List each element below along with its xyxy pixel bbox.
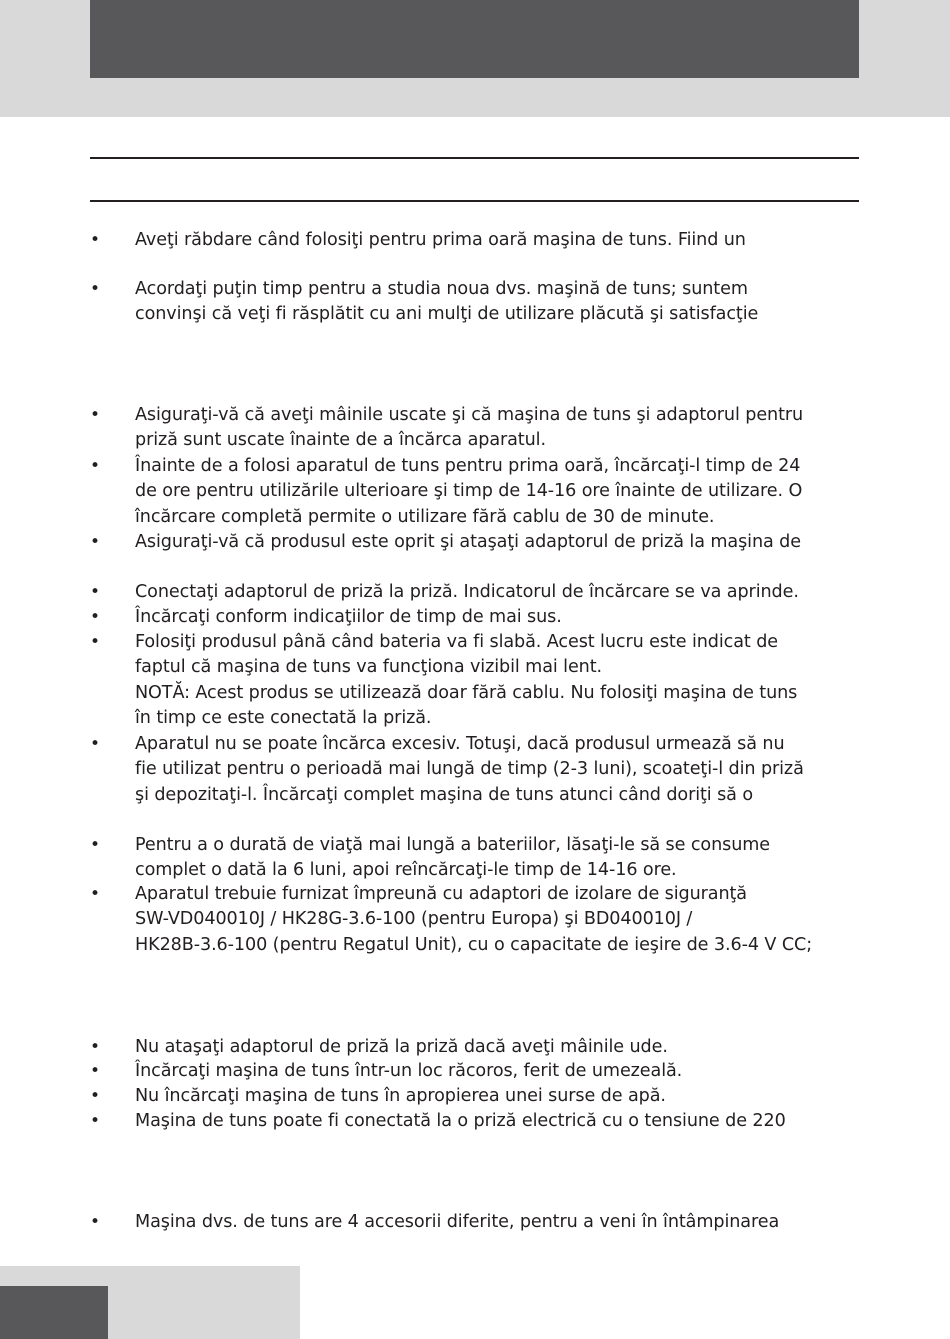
bullet-marker: • <box>90 230 101 250</box>
bullet-marker: • <box>90 734 101 754</box>
bullet-marker: • <box>90 835 101 855</box>
bullet-marker: • <box>90 582 101 602</box>
section-rule-bottom <box>90 200 859 202</box>
bullet-marker: • <box>90 607 101 627</box>
header-bar <box>90 0 859 78</box>
list-item: Nu ataşaţi adaptorul de priză la priză dacă aveţi mâinile ude. <box>135 1037 668 1057</box>
list-item: Nu încărcaţi maşina de tuns în apropierea unei surse de apă. <box>135 1086 666 1106</box>
bullet-marker: • <box>90 1086 101 1106</box>
list-item: Aparatul nu se poate încărca excesiv. Totuşi, dacă produsul urmează să nu fie utilizat pentru o perioadă mai lungă de timp (2-3 luni), scoateţi-l din priză şi depozitaţi-l. Încărcaţi complet maşina de tuns atunci când doriţi să o <box>135 734 804 805</box>
bullet-marker: • <box>90 1037 101 1057</box>
list-item: Maşina de tuns poate fi conectată la o priză electrică cu o tensiune de 220 <box>135 1111 786 1131</box>
list-item: Încărcaţi conform indicaţiilor de timp de mai sus. <box>135 607 562 627</box>
bullet-marker: • <box>90 532 101 552</box>
bullet-marker: • <box>90 1212 101 1232</box>
list-item: Conectaţi adaptorul de priză la priză. Indicatorul de încărcare se va aprinde. <box>135 582 799 602</box>
list-item: Aveţi răbdare când folosiţi pentru prima oară maşina de tuns. Fiind un <box>135 230 746 250</box>
list-item: Înainte de a folosi aparatul de tuns pentru prima oară, încărcaţi-l timp de 24 de ore pentru utilizările ulterioare şi timp de 14-16 ore înainte de utilizare. O încărcare completă permite o utilizare fără cablu de 30 de minute. <box>135 456 803 527</box>
bullet-marker: • <box>90 1111 101 1131</box>
list-item: Folosiţi produsul până când bateria va fi slabă. Acest lucru este indicat de faptul că maşina de tuns va funcţiona vizibil mai lent. NOTĂ: Acest produs se utilizează doar fără cablu. Nu folosiţi maşina de tuns în timp ce este conectată la priză. <box>135 632 798 728</box>
list-item: Maşina dvs. de tuns are 4 accesorii diferite, pentru a veni în întâmpinarea <box>135 1212 780 1232</box>
list-item: Aparatul trebuie furnizat împreună cu adaptori de izolare de siguranţă SW-VD040010J / HK28G-3.6-100 (pentru Europa) şi BD040010J / HK28B-3.6-100 (pentru Regatul Unit), cu o capacitate de ieşire de 3.6-4 V CC; <box>135 884 813 955</box>
section-rule-top <box>90 157 859 159</box>
footer-page-tab <box>0 1286 108 1339</box>
list-item: Acordaţi puţin timp pentru a studia noua dvs. maşină de tuns; suntem convinşi că veţi fi răsplătit cu ani mulţi de utilizare plăcută şi satisfacţie <box>135 279 759 325</box>
list-item: Asiguraţi-vă că aveţi mâinile uscate şi că maşina de tuns şi adaptorul pentru priză sunt uscate înainte de a încărca aparatul. <box>135 405 804 451</box>
list-item: Pentru a o durată de viaţă mai lungă a bateriilor, lăsaţi-le să se consume complet o dată la 6 luni, apoi reîncărcaţi-le timp de 14-16 ore. <box>135 835 771 881</box>
list-item: Încărcaţi maşina de tuns într-un loc răcoros, ferit de umezeală. <box>135 1061 683 1081</box>
bullet-marker: • <box>90 456 101 476</box>
bullet-marker: • <box>90 405 101 425</box>
list-item: Asiguraţi-vă că produsul este oprit şi ataşaţi adaptorul de priză la maşina de <box>135 532 801 552</box>
bullet-marker: • <box>90 1061 101 1081</box>
bullet-marker: • <box>90 632 101 652</box>
bullet-marker: • <box>90 279 101 299</box>
bullet-marker: • <box>90 884 101 904</box>
